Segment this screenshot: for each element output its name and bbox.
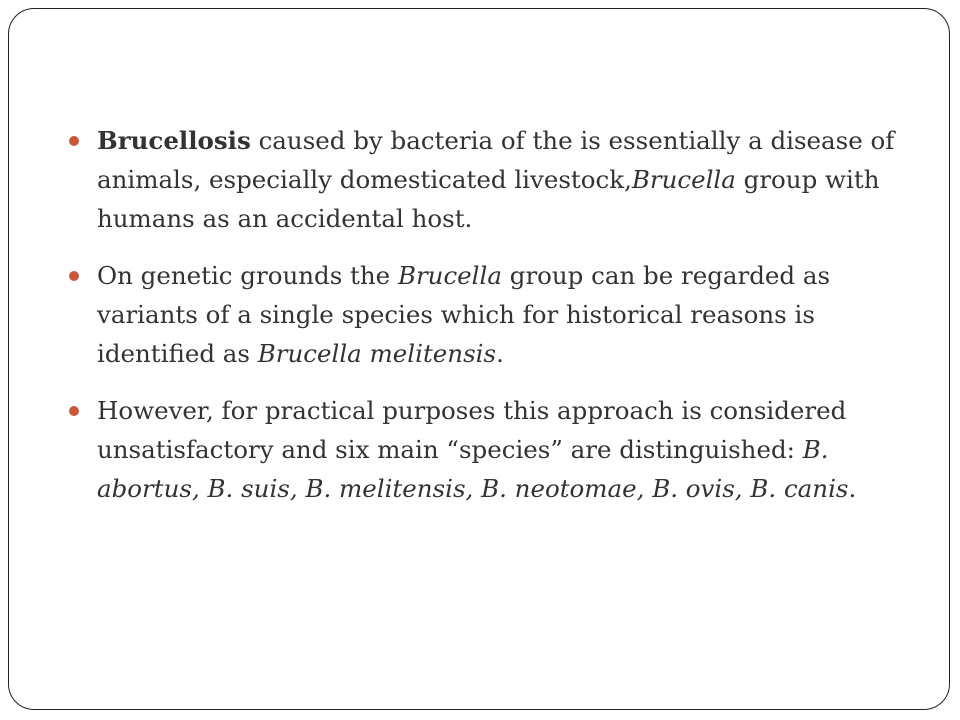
genus-name: Brucella — [631, 165, 736, 194]
bullet-item-species-list — [69, 391, 909, 508]
term-brucellosis: Brucellosis — [97, 126, 251, 155]
bullet-text: However, for practical purposes this approach is considered unsatisfactory and six main “species” are distinguished: — [97, 396, 847, 464]
slide-frame — [8, 8, 950, 710]
bullet-text: group can be regarded as variants of a single species which for historical reasons is identified as — [97, 261, 831, 368]
bullet-text: group with humans as an accidental host. — [97, 165, 880, 233]
species-list: B. abortus, B. suis, B. melitensis, B. neotomae, B. ovis, B. canis — [97, 435, 849, 503]
genus-name: Brucella — [397, 261, 502, 290]
bullet-list — [69, 121, 909, 526]
bullet-dot-icon — [69, 136, 79, 146]
bullet-dot-icon — [69, 406, 79, 416]
bullet-item-brucellosis — [69, 121, 909, 238]
species-name: Brucella melitensis — [257, 339, 497, 368]
bullet-text: . — [848, 474, 857, 503]
bullet-text: . — [496, 339, 504, 368]
bullet-dot-icon — [69, 271, 79, 281]
bullet-item-genetic-grounds — [69, 256, 909, 373]
bullet-text: caused by bacteria of the is essentially a disease of animals, especially domesticated livestock, — [97, 126, 895, 194]
bullet-text: On genetic grounds the — [97, 261, 398, 290]
